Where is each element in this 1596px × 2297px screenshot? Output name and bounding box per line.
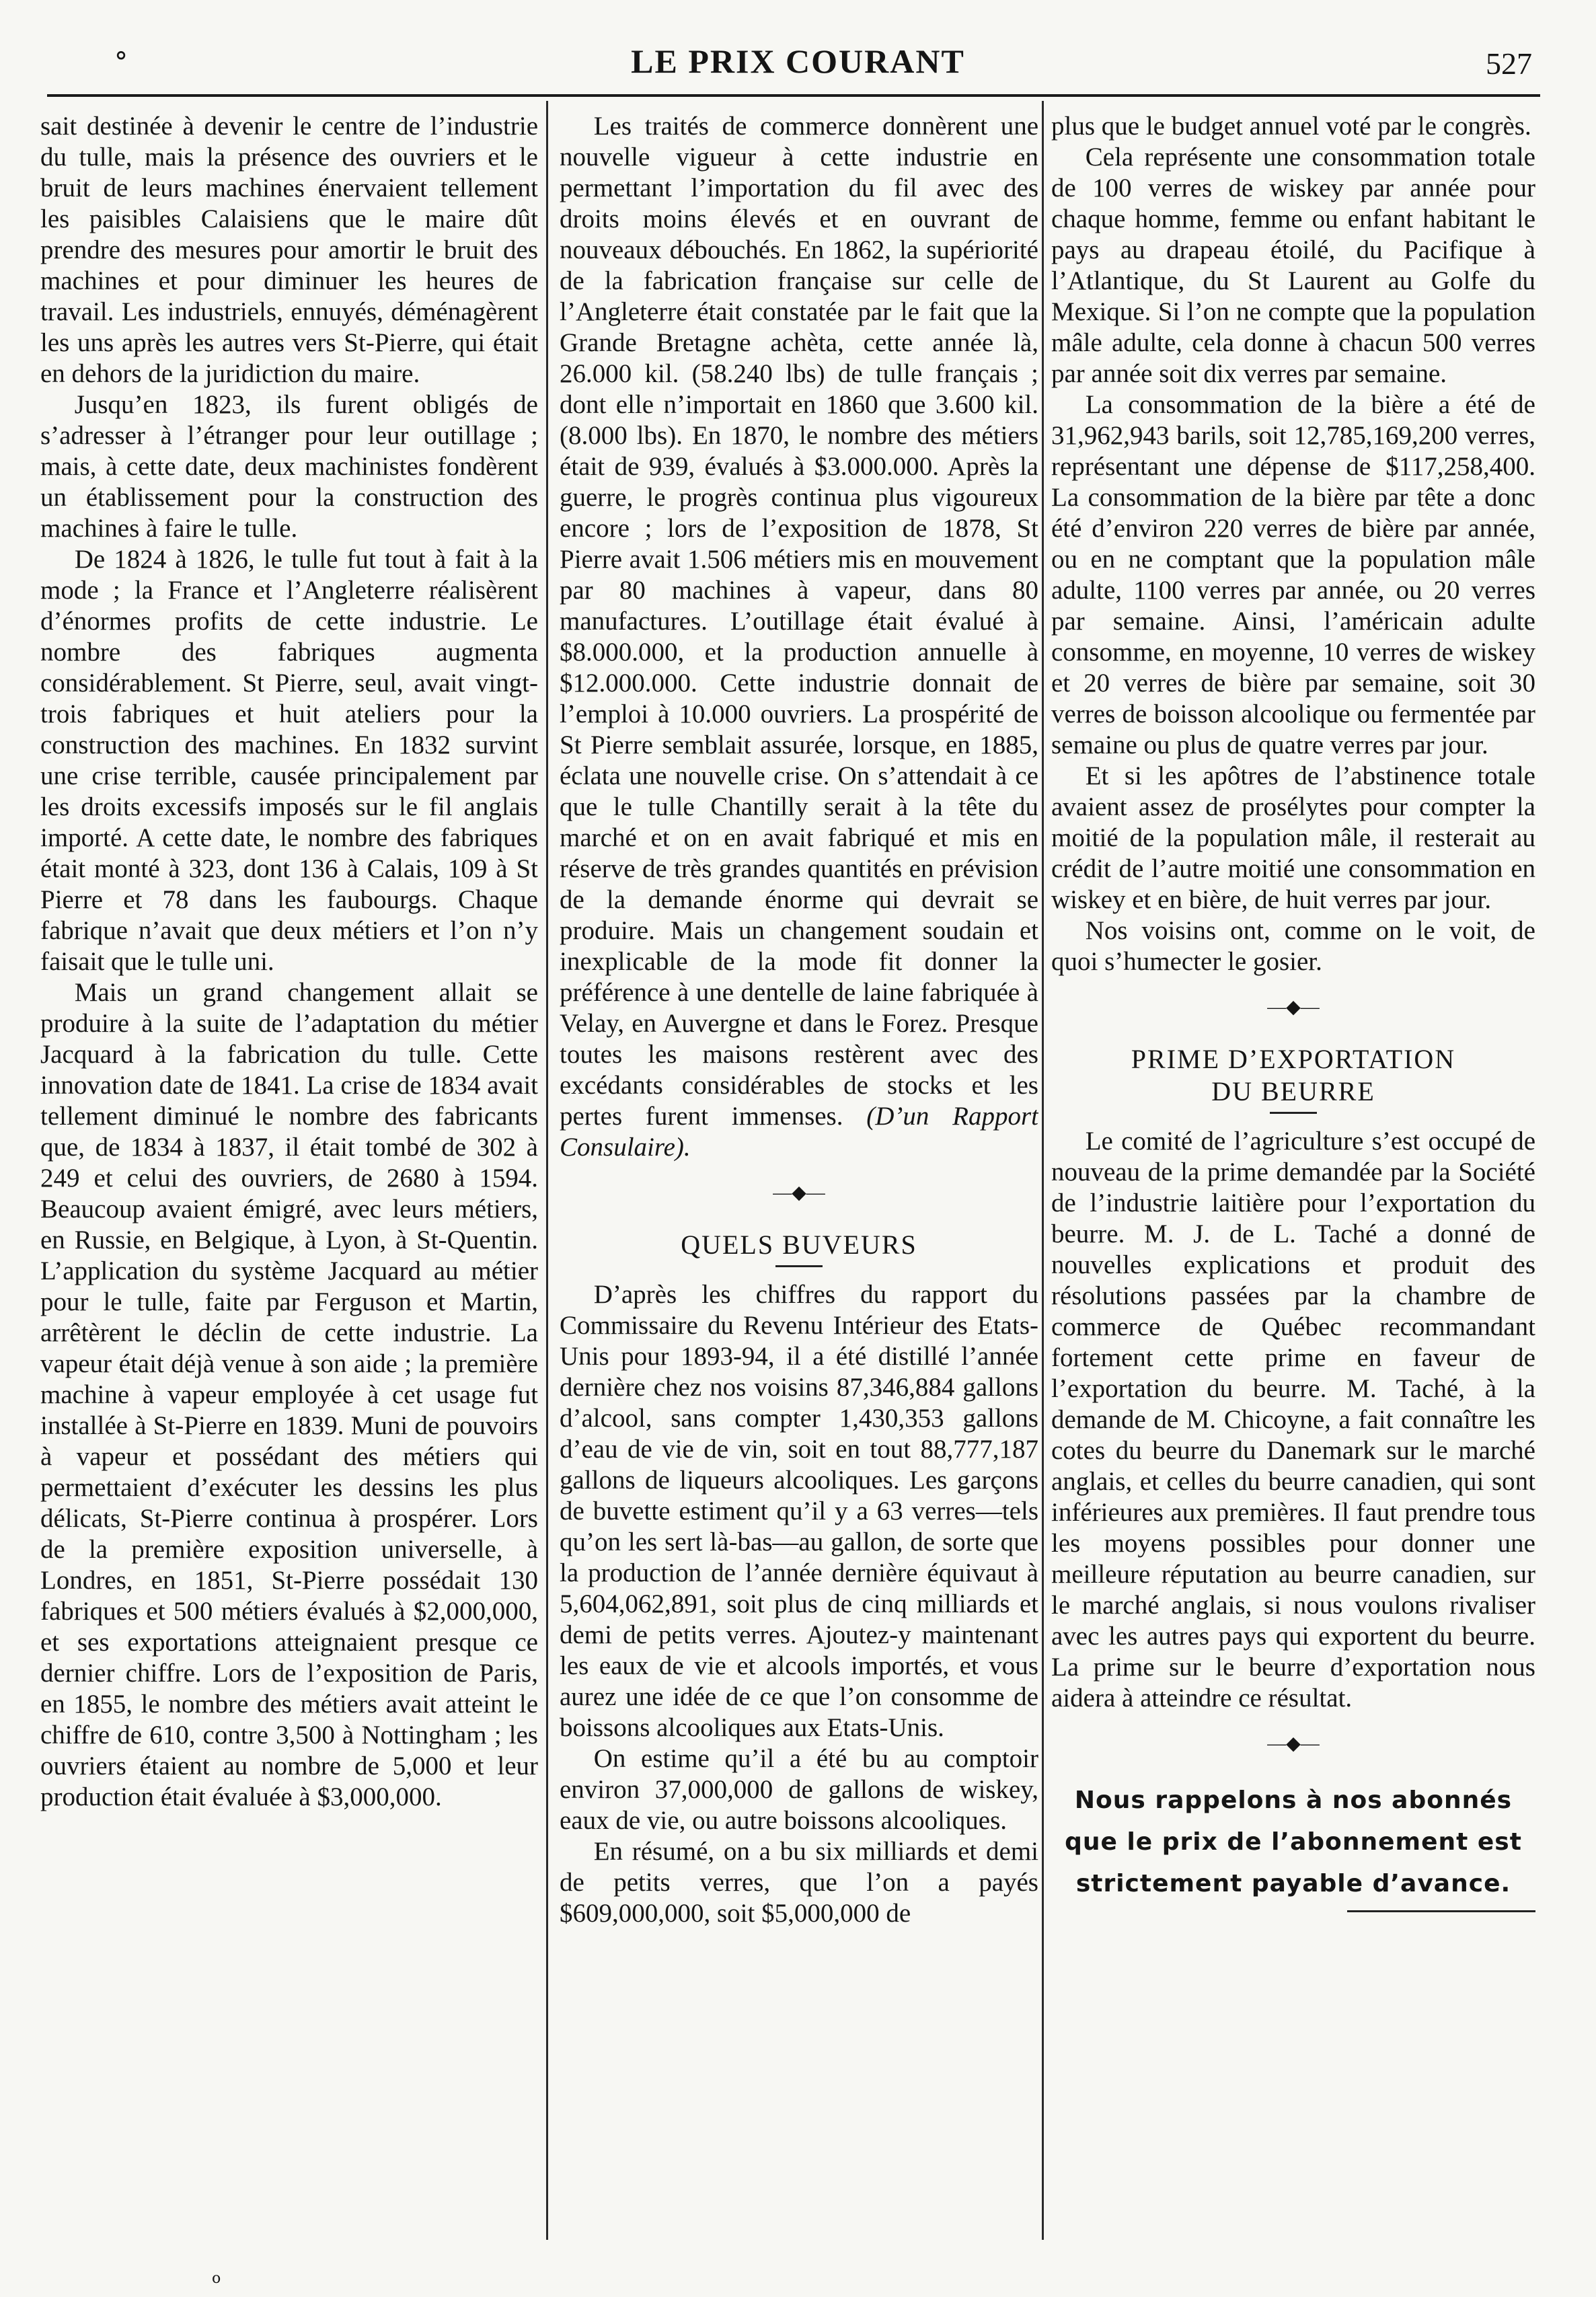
paragraph: Cela représente une consommation totale de 100 verres de wiskey par année pour chaque homme, femme ou enfant habitant le pays au drapeau étoilé, du Pacifique à l’Atlantique, du St Laurent au Golfe du Mexique. Si l’on ne compte que la population mâle adulte, cela donne à chacun 500 verres par année soit dix verres par semaine. (1051, 143, 1535, 388)
paragraph: D’après les chiffres du rapport du Commissaire du Revenu Intérieur des Etats-Unis pour 1893-94, il a été distillé l’année dernière chez nos voisins 87,346,884 gallons d’alcool, sans compter 1,430,353 gallons d’eau de vie de vin, soit en tout 88,777,187 gallons de liqueurs alcooliques. Les garçons de buvette estiment qu’il y a 63 verres—tels qu’on les sert là-bas—au gallon, de sorte que la production de l’année dernière équivaut à 5,604,062,891, soit plus de cinq milliards et demi de petits verres. Ajoutez-y maintenant les eaux de vie et alcools importés, et vous aurez une idée de ce que l’on consomme de boissons alcooliques aux Etats-Unis. (560, 1280, 1038, 1742)
paragraph: sait destinée à devenir le centre de l’industrie du tulle, mais la présence des ouvriers et le bruit de leurs machines énervaient tellement les paisibles Calaisiens que le maire dût prendre des mesures pour amortir le bruit des machines et pour diminuer les heures de travail. Les industriels, ennuyés, déménagèrent les uns après les autres vers St-Pierre, qui était en dehors de la juridiction du maire. (40, 112, 538, 388)
paragraph: On estime qu’il a été bu au comptoir environ 37,000,000 de gallons de wiskey, eaux de vie, ou autre boissons alcooliques. (560, 1744, 1038, 1835)
paragraph: plus que le budget annuel voté par le congrès. (1051, 112, 1531, 141)
section-ornament: —◆— (773, 1182, 825, 1203)
paragraph-text: Les traités de commerce donnèrent une nouvelle vigueur à cette industrie en permettant l’importation du fil avec des droits moins élevés et en ouvrant de nouveaux débouchés. En 1862, la supériorité de la fabrication française sur celle de l’Angleterre était constatée par le fait que la Grande Bretagne achèta, cette année là, 26.000 kil. (58.240 lbs) de tulle français ; dont elle n’importait en 1860 que 3.600 kil. (8.000 lbs). En 1870, le nombre des métiers était de 939, évalués à $3.000.000. Après la guerre, le progrès continua plus vigoureux encore ; lors de l’exposition de 1878, St Pierre avait 1.506 métiers mis en mouvement par 80 machines à vapeur, dans 80 manufactures. L’outillage était évalué à $8.000.000, et la production annuelle à $12.000.000. Cette industrie donnait de l’emploi à 10.000 ouvriers. La prospérité de St Pierre semblait assurée, lorsque, en 1885, éclata une nouvelle crise. On s’attendait à ce que le tulle Chantilly serait à la tête du marché et on en avait fabriqué et mis en réserve de très grandes quantités en prévision de la demande énorme qui devrait se produire. Mais un changement soudain et inexplicable de la mode fit donner la préférence à une dentelle de laine fabriquée à Velay, en Auvergne et dans le Forez. Presque toutes les maisons restèrent avec des excédants considérables de stocks et les pertes furent immenses. (560, 112, 1038, 1131)
title-underline (775, 1265, 823, 1267)
column-2 (560, 111, 1038, 2250)
notice-line: que le prix de l’abonnement est (1065, 1828, 1522, 1856)
section-ornament: —◆— (1267, 997, 1320, 1018)
section-ornament: —◆— (1267, 1733, 1320, 1754)
column-divider-2 (1042, 101, 1044, 2240)
notice-line: strictement payable d’avance. (1075, 1870, 1511, 1897)
section-title-quels-buveurs: QUELS BUVEURS (681, 1230, 917, 1260)
corner-mark: ° (114, 47, 128, 78)
section-title-line: DU BEURRE (1211, 1076, 1375, 1106)
page-header (0, 0, 1596, 101)
section-title-prime-exportation (1051, 1043, 1535, 1108)
column-1 (40, 111, 538, 2250)
section-title-line: PRIME D’EXPORTATION (1131, 1044, 1456, 1074)
subscription-notice (1051, 1780, 1535, 1905)
paragraph: Nos voisins ont, comme on le voit, de quoi s’humecter le gosier. (1051, 916, 1535, 976)
header-rule (47, 94, 1540, 97)
paragraph: Et si les apôtres de l’abstinence totale avaient assez de prosélytes pour compter la moitié de la population mâle, il resterait au crédit de l’autre moitié une consommation en wiskey et en bière, de huit verres par jour. (1051, 761, 1535, 914)
column-divider-1 (546, 101, 548, 2240)
notice-line: Nous rappelons à nos abonnés (1074, 1786, 1513, 1814)
paragraph: Le comité de l’agriculture s’est occupé de nouveau de la prime demandée par la Société de l’industrie laitière pour l’exportation du beurre. M. J. de L. Taché a donné de nouvelles explications et produit des résolutions passées par la chambre de commerce de Québec recommandant fortement cette prime en faveur de l’exportation du beurre. M. Taché, à la demande de M. Chicoyne, a fait connaître les cotes du beurre du Danemark sur le marché anglais, et celles du beurre canadien, qui sont inférieures aux premières. Il faut prendre tous les moyens possibles pour donner une meilleure réputation au beurre canadien, sur le marché anglais, si nous voulons rivaliser avec les autres pays qui exportent du beurre. La prime sur le beurre d’exportation nous aidera à atteindre ce résultat. (1051, 1127, 1535, 1712)
footer-mark: o (212, 2270, 221, 2287)
paragraph: De 1824 à 1826, le tulle fut tout à fait à la mode ; la France et l’Angleterre réalisèrent d’énormes profits de cette industrie. Le nombre des fabriques augmenta considérablement. St Pierre, seul, avait vingt-trois fabriques et huit ateliers pour la construction des machines. En 1832 survint une crise terrible, causée principalement par les droits excessifs imposés sur le fil anglais importé. A cette date, le nombre des fabriques était monté à 323, dont 136 à Calais, 109 à St Pierre et 78 dans les faubourgs. Chaque fabrique n’avait que deux métiers et l’on n’y faisait que le tulle uni. (40, 545, 538, 976)
page-number: 527 (1486, 46, 1532, 81)
paragraph: Jusqu’en 1823, ils furent obligés de s’adresser à l’étranger pour leur outillage ; mais, à cette date, deux machinistes fondèrent un établissement pour la construction des machines à faire le tulle. (40, 390, 538, 543)
paragraph: La consommation de la bière a été de 31,962,943 barils, soit 12,785,169,200 verres, représentant une dépense de $117,258,400. La consommation de la bière par tête a donc été d’environ 220 verres de bière par année, ou en ne comptant que la population mâle adulte, 1100 verres par année, ou 20 verres par semaine. Ainsi, l’américain adulte consomme, en moyenne, 10 verres de wiskey et 20 verres de bière par semaine, soit 30 verres de boisson alcoolique ou fermentée par semaine ou plus de quatre verres par jour. (1051, 390, 1535, 759)
paragraph (560, 111, 1038, 1163)
column-3 (1051, 111, 1535, 2250)
paragraph: En résumé, on a bu six milliards et demi de petits verres, que l’on a payés $609,000,000, soit $5,000,000 de (560, 1837, 1038, 1928)
paragraph: Mais un grand changement allait se produire à la suite de l’adaptation du métier Jacquard à la fabrication du tulle. Cette innovation date de 1841. La crise de 1834 avait tellement diminué le nombre des fabricants que, de 1834 à 1837, il était tombé de 302 à 249 et celui des ouvriers, de 2680 à 1594. Beaucoup avaient émigré, avec leurs métiers, en Russie, en Belgique, à Lyon, à St-Quentin. L’application du système Jacquard au métier pour le tulle, faite par Ferguson et Martin, arrêtèrent le déclin de cette industrie. La vapeur était déjà venue à son aide ; la première machine à vapeur employée à cet usage fut installée à St-Pierre en 1839. Muni de pouvoirs à vapeur et possédant des métiers qui permettaient d’exécuter les dessins les plus délicats, St-Pierre continua à prospérer. Lors de la première exposition universelle, à Londres, en 1851, St-Pierre possédait 130 fabriques et 500 métiers évalués à $2,000,000, et ses exportations atteignaient presque ce dernier chiffre. Lors de l’exposition de Paris, en 1855, le nombre des métiers avait atteint le chiffre de 610, contre 3,500 à Nottingham ; les ouvriers étaient au nombre de 5,000 et leur production était évaluée à $3,000,000. (40, 978, 538, 1811)
title-underline (1270, 1112, 1317, 1114)
notice-rule (1347, 1910, 1535, 1912)
source-note: (D’un Rapport Consulaire). (560, 1102, 1038, 1162)
newspaper-title: LE PRIX COURANT (631, 42, 965, 80)
